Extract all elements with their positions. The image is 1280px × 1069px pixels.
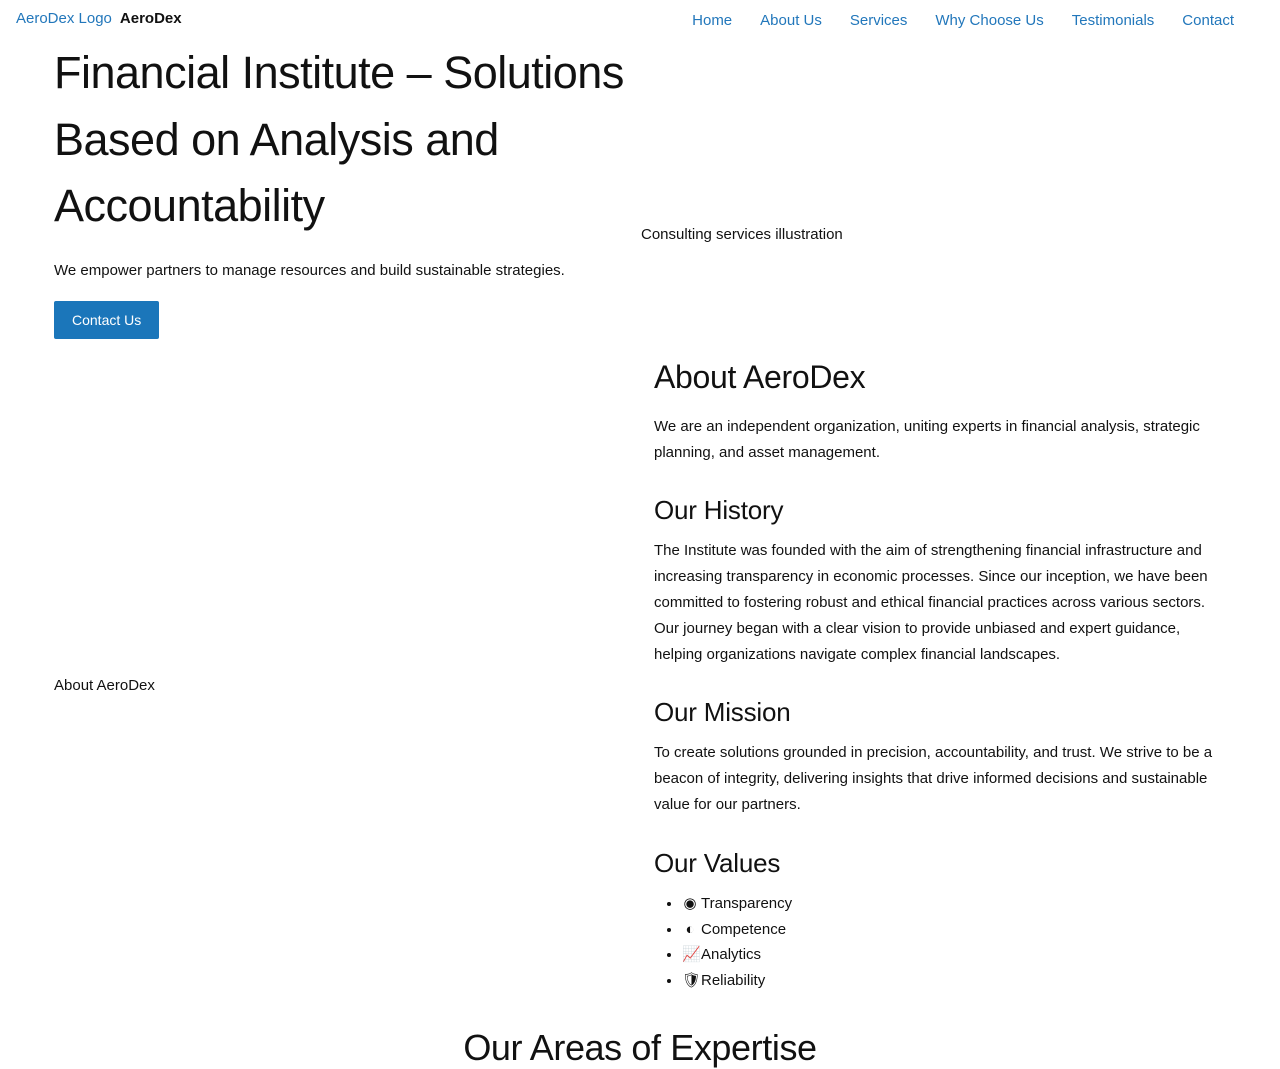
list-item	[682, 968, 1264, 994]
logo-image-alt: AeroDex Logo	[16, 10, 112, 27]
shield-icon: 🛡	[682, 972, 702, 990]
nav-item-why-choose-us[interactable]: Why Choose Us	[935, 12, 1044, 29]
list-item	[682, 917, 1264, 943]
site-header	[0, 0, 1280, 40]
our-history-text: The Institute was founded with the aim of strengthening financial infrastructure and increasing transparency in economic processes. Since our inception, we have been committed to fostering robust and ethical financial practices across various sectors. Our journey began with a clear vision to provide unbiased and expert guidance, helping organizations navigate complex financial landscapes.	[654, 542, 1208, 663]
chart-line-icon: 📈	[682, 946, 701, 964]
nav-item-about-us[interactable]: About Us	[760, 12, 822, 29]
our-values-list	[654, 891, 1264, 994]
our-history-heading: Our History	[654, 495, 784, 526]
expertise-section	[0, 1027, 1280, 1069]
our-mission-text: To create solutions grounded in precision, accountability, and trust. We strive to be a beacon of integrity, delivering insights that drive informed decisions and sustainable value for our partners.	[654, 744, 1213, 813]
hero-title: Financial Institute – Solutions Based on Analysis and Accountability	[54, 47, 624, 232]
eye-icon: ◉	[683, 894, 697, 912]
value-label: Analytics	[701, 946, 762, 964]
hero-section	[0, 40, 1280, 339]
contact-us-button[interactable]: Contact Us	[54, 301, 159, 339]
value-label: Reliability	[701, 972, 766, 990]
nav-item-services[interactable]: Services	[849, 12, 908, 29]
nav-item-contact[interactable]: Contact	[1182, 12, 1234, 29]
brand[interactable]	[16, 6, 182, 28]
value-label: Competence	[701, 920, 787, 938]
our-values-heading: Our Values	[654, 847, 781, 878]
our-mission-heading: Our Mission	[654, 697, 791, 728]
about-text-column	[654, 359, 1264, 999]
about-section	[0, 359, 1280, 999]
expertise-heading: Our Areas of Expertise	[463, 1026, 817, 1068]
about-intro-text: We are an independent organization, uniting experts in financial analysis, strategic planning, and asset management.	[654, 417, 1200, 461]
about-heading: About AeroDex	[654, 358, 866, 395]
main-navigation	[692, 6, 1264, 29]
list-item	[682, 942, 1264, 968]
hero-illustration-alt: Consulting services illustration	[641, 226, 843, 243]
brand-name: AeroDex	[119, 10, 182, 27]
value-label: Transparency	[701, 894, 793, 912]
nav-item-testimonials[interactable]: Testimonials	[1071, 12, 1155, 29]
hero-subtitle: We empower partners to manage resources and build sustainable strategies.	[54, 261, 565, 279]
brain-icon: ◐	[685, 920, 695, 938]
list-item	[682, 891, 1264, 917]
nav-item-home[interactable]: Home	[692, 12, 733, 29]
about-image-alt: About AeroDex	[54, 676, 155, 694]
about-image-column	[54, 359, 654, 999]
